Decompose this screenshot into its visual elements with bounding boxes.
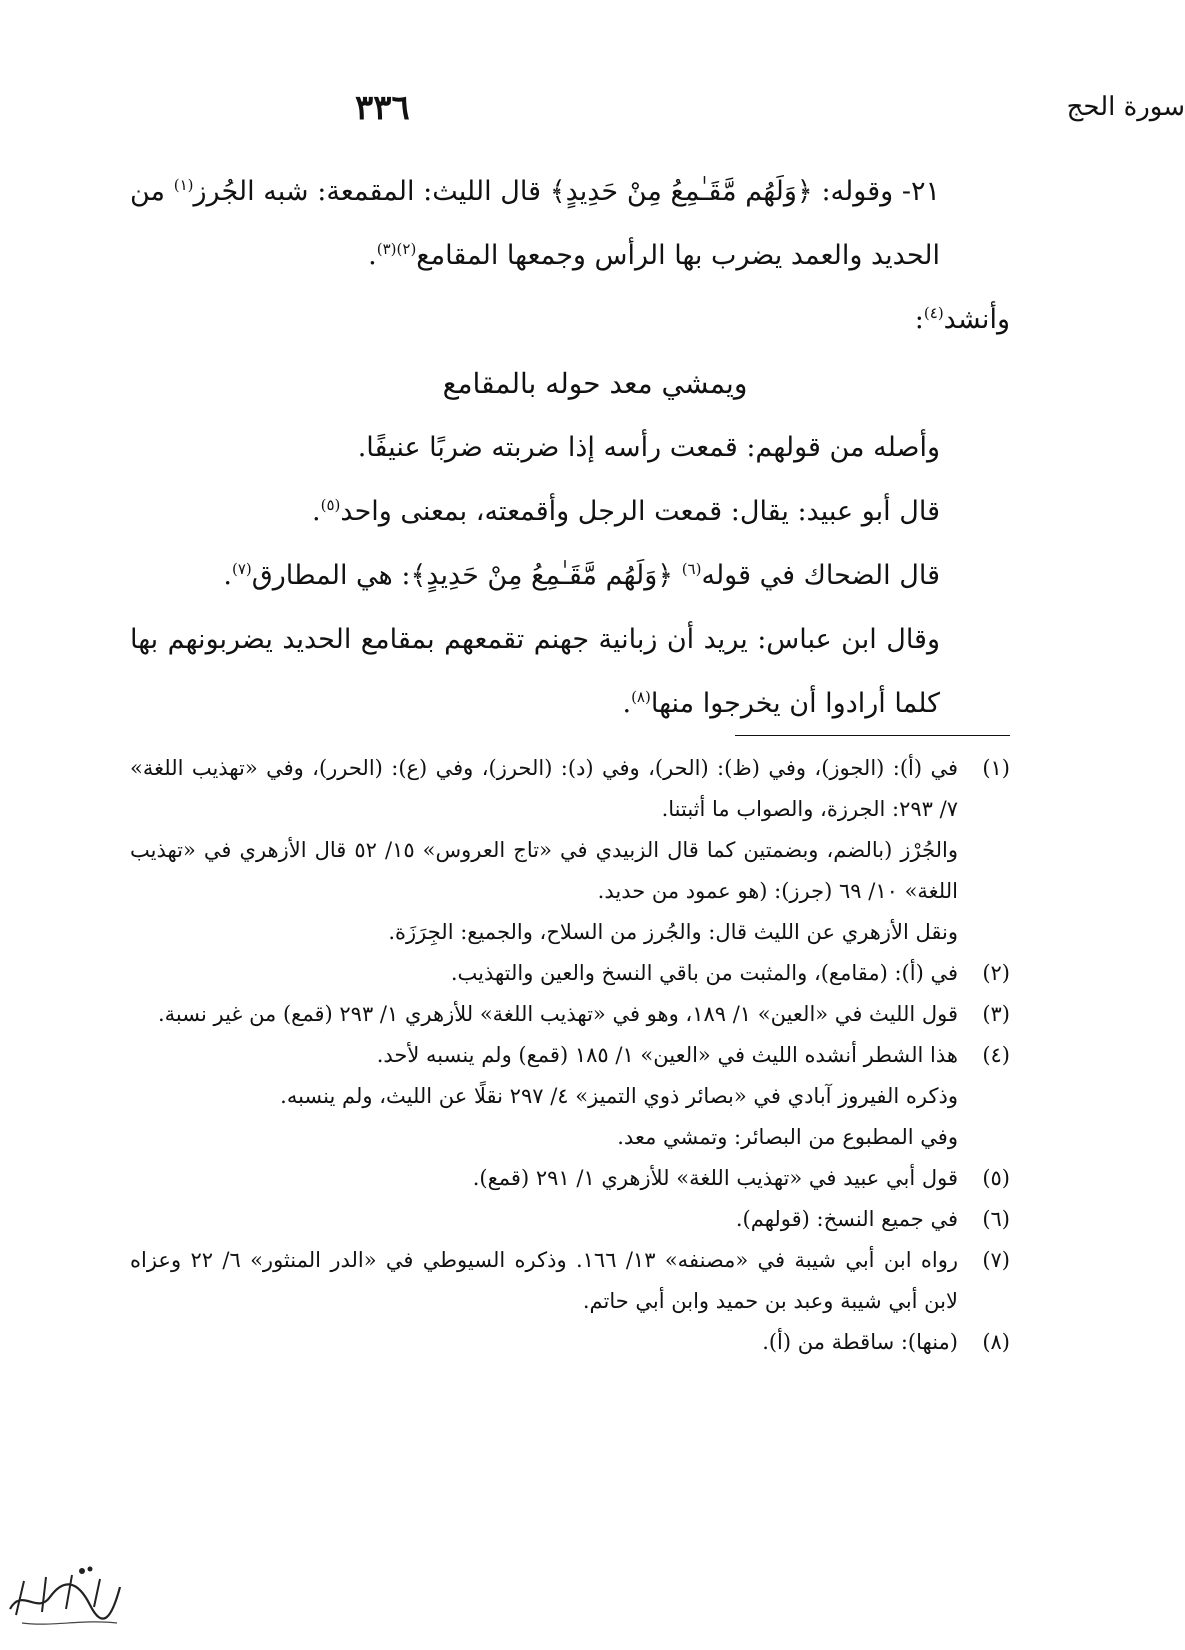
paragraph-text: ﴿وَلَهُم مَّقَـٰمِعُ مِنْ حَدِيدٍ﴾: هي المطارق bbox=[251, 560, 682, 591]
paragraph-text: . bbox=[312, 496, 321, 527]
footnote-ref: (٥) bbox=[320, 496, 341, 514]
footnote-text: في (أ): (مقامع)، والمثبت من باقي النسخ والعين والتهذيب. bbox=[450, 961, 958, 985]
publisher-watermark-logo bbox=[2, 1557, 127, 1632]
footnote-item bbox=[130, 1035, 1010, 1158]
footnote-number: (٥) bbox=[982, 1166, 1010, 1190]
footnote-number: (٤) bbox=[982, 1043, 1010, 1067]
paragraph-21 bbox=[130, 160, 1010, 288]
paragraph-text: . bbox=[223, 560, 232, 591]
footnote-item bbox=[130, 1240, 1010, 1322]
footnote-text: قول الليث في «العين» ١/ ١٨٩، وهو في «تهذيب اللغة» للأزهري ١/ ٢٩٣ (قمع) من غير نسبة. bbox=[157, 1002, 958, 1026]
footnote-item bbox=[130, 1199, 1010, 1240]
footnote-text: وفي المطبوع من البصائر: وتمشي معد. bbox=[617, 1125, 958, 1149]
surah-name: سورة الحج bbox=[1066, 92, 1185, 122]
footnote-ref: (٢)(٣) bbox=[376, 240, 417, 258]
footnote-number: (٨) bbox=[982, 1330, 1010, 1354]
footnote-item bbox=[130, 953, 1010, 994]
main-text bbox=[130, 160, 1010, 736]
paragraph-text: ٢١- وقوله: ﴿وَلَهُم مَّقَـٰمِعُ مِنْ حَدِيدٍ﴾ قال الليث: المقمعة: شبه الجُرز bbox=[193, 176, 940, 207]
footnote-ref: (٤) bbox=[923, 304, 944, 322]
footnote-ref: (٧) bbox=[231, 560, 252, 578]
paragraph-abu-ubaid bbox=[130, 480, 1010, 544]
footnote-number: (٧) bbox=[982, 1248, 1010, 1272]
footnote-number: (٣) bbox=[982, 1002, 1010, 1026]
paragraph-text: قال الضحاك في قوله bbox=[701, 560, 940, 591]
paragraph-origin: وأصله من قولهم: قمعت رأسه إذا ضربته ضربًا عنيفًا. bbox=[357, 432, 940, 463]
poetry-verse: ويمشي معد حوله بالمقامع bbox=[442, 367, 748, 400]
footnote-text: رواه ابن أبي شيبة في «مصنفه» ١٣/ ١٦٦. وذكره السيوطي في «الدر المنثور» ٦/ ٢٢ وعزاه لابن أبي شيبة وعبد بن حميد وابن أبي حاتم. bbox=[130, 1248, 958, 1313]
footnote-number: (١) bbox=[982, 756, 1010, 780]
footnote-text: هذا الشطر أنشده الليث في «العين» ١/ ١٨٥ (قمع) ولم ينسبه لأحد. bbox=[376, 1043, 958, 1067]
footnote-text: في جميع النسخ: (قولهم). bbox=[735, 1207, 958, 1231]
paragraph-text: . bbox=[368, 240, 377, 271]
footnote-item bbox=[130, 1158, 1010, 1199]
footnote-item bbox=[130, 994, 1010, 1035]
footnote-number: (٦) bbox=[982, 1207, 1010, 1231]
footnote-ref: (٦) bbox=[681, 560, 702, 578]
footnote-item bbox=[130, 748, 1010, 953]
paragraph-text: قال أبو عبيد: يقال: قمعت الرجل وأقمعته، بمعنى واحد bbox=[340, 496, 940, 527]
paragraph-text: وقال ابن عباس: يريد أن زبانية جهنم تقمعهم بمقامع الحديد يضربونهم بها كلما أرادوا أن يخرجوا منها bbox=[130, 624, 940, 719]
footnote-divider bbox=[735, 735, 1010, 736]
page-header bbox=[355, 88, 1185, 148]
footnote-item bbox=[130, 1322, 1010, 1363]
paragraph-anshad bbox=[130, 288, 1010, 352]
footnote-text: في (أ): (الجوز)، وفي (ظ): (الحر)، وفي (د): (الحرز)، وفي (ع): (الحرر)، وفي «تهذيب اللغة» ٧/ ٢٩٣: الجرزة، والصواب ما أثبتنا. bbox=[130, 756, 958, 821]
paragraph-text: وأنشد bbox=[943, 304, 1010, 335]
paragraph-dahhak bbox=[130, 544, 1010, 608]
footnote-text: وذكره الفيروز آبادي في «بصائر ذوي التميز» ٤/ ٢٩٧ نقلًا عن الليث، ولم ينسبه. bbox=[280, 1084, 958, 1108]
paragraph-ibn-abbas bbox=[130, 608, 1010, 736]
paragraph-text: من الحديد والعمد يضرب بها الرأس وجمعها المقامع bbox=[130, 176, 940, 271]
page-number: ٣٣٦ bbox=[355, 88, 410, 128]
footnote-ref: (١) bbox=[173, 176, 194, 194]
footnote-ref: (٨) bbox=[631, 688, 651, 706]
paragraph-text: . bbox=[622, 688, 632, 719]
footnote-text: والجُرْز (بالضم، وبضمتين كما قال الزبيدي في «تاج العروس» ١٥/ ٥٢ قال الأزهري في «تهذيب اللغة» ١٠/ ٦٩ (جرز): (هو عمود من حديد. bbox=[130, 838, 958, 903]
footnotes bbox=[130, 748, 1010, 1363]
paragraph-text: : bbox=[914, 304, 924, 335]
footnote-text: (منها): ساقطة من (أ). bbox=[762, 1330, 958, 1354]
footnote-text: قول أبي عبيد في «تهذيب اللغة» للأزهري ١/ ٢٩١ (قمع). bbox=[472, 1166, 958, 1190]
footnote-text: ونقل الأزهري عن الليث قال: والجُرز من السلاح، والجميع: الجِرَزَة. bbox=[388, 920, 958, 944]
footnote-number: (٢) bbox=[982, 961, 1010, 985]
